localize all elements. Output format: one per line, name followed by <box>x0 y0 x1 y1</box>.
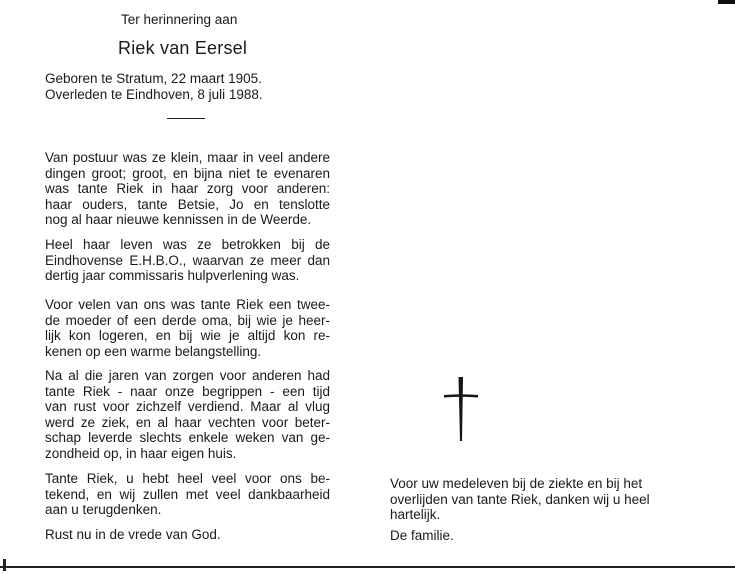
text-line: haar ouders, tante Betsie, Jo en tenslotte <box>45 196 330 212</box>
corner-crop-mark <box>718 0 735 4</box>
text-line: Tante Riek, u hebt heel veel voor ons be- <box>45 471 330 486</box>
text-line: Heel haar leven was ze betrokken bij de <box>45 237 330 252</box>
cross-icon <box>443 375 479 443</box>
text-line: Eindhovense E.H.B.O., waarvan ze meer dan <box>45 252 330 268</box>
paragraph-5 <box>45 471 330 518</box>
thanks-note <box>390 476 680 523</box>
text-line: overlijden van tante Riek, danken wij u heel <box>390 491 650 507</box>
text-line: dingen groot; groot, en bijna niet te evenaren <box>45 165 330 181</box>
text-line: hartelijk. <box>390 507 441 523</box>
bottom-crop-mark <box>3 559 6 571</box>
text-line: Voor uw medeleven bij de ziekte en bij het <box>390 476 643 491</box>
paragraph-3 <box>45 297 330 359</box>
text-line: Na al die jaren van zorgen voor anderen had <box>45 368 330 383</box>
text-line: nog al haar nieuwe kennissen in de Weerde. <box>45 212 312 228</box>
text-line: kenen op een warme belangstelling. <box>45 343 262 359</box>
birth-line: Geboren te Stratum, 22 maart 1905. <box>45 71 262 86</box>
text-line: lijk kon logeren, en bij wie je altijd kon re- <box>45 328 330 344</box>
deceased-name: Riek van Eersel <box>118 38 248 58</box>
text-line: de moeder of een derde oma, bij wie je heer- <box>45 312 330 328</box>
paragraph-4 <box>45 368 330 462</box>
signoff: De familie. <box>390 528 454 543</box>
text-line: werd ze ziek, en al haar vechten voor beter- <box>45 414 330 430</box>
paragraph-2 <box>45 237 330 284</box>
text-line: dertig jaar commissaris hulpverlening was. <box>45 268 300 284</box>
death-line: Overleden te Eindhoven, 8 juli 1988. <box>45 86 263 102</box>
text-line: schap leverde slechts enkele weken van ge- <box>45 430 330 446</box>
paragraph-6 <box>45 527 330 543</box>
bottom-edge-line <box>0 566 735 568</box>
separator-line <box>167 118 205 119</box>
text-line: van rust voor zichzelf verdiend. Maar al vlug <box>45 399 330 415</box>
intro-text: Ter herinnering aan <box>121 12 238 27</box>
life-dates <box>45 71 263 102</box>
text-line: zondheid op, in haar eigen huis. <box>45 445 237 461</box>
text-line: Rust nu in de vrede van God. <box>45 527 221 542</box>
text-line: tekend, en wij zullen met veel dankbaarheid <box>45 486 330 502</box>
text-line: was tante Riek in haar zorg voor anderen: <box>45 181 330 197</box>
text-line: Voor velen van ons was tante Riek een twee- <box>45 297 330 312</box>
text-line: aan u terugdenken. <box>45 502 162 518</box>
text-line: Van postuur was ze klein, maar in veel andere <box>45 150 330 165</box>
text-line: tante Riek - naar onze begrippen - een tijd <box>45 383 330 399</box>
paragraph-1 <box>45 150 330 228</box>
